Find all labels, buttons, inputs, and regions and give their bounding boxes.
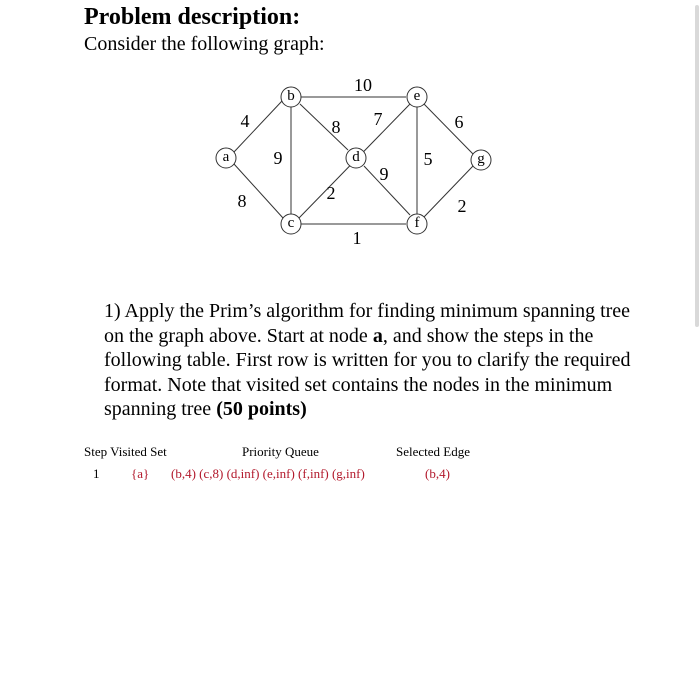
header-step-visited: Step Visited Set: [84, 444, 167, 459]
graph-diagram: [0, 0, 700, 300]
weight-c-f: 1: [352, 228, 362, 248]
weight-b-d: 8: [331, 117, 341, 137]
weight-a-c: 8: [237, 191, 247, 211]
edge-e-g: [424, 104, 473, 154]
scrollbar-thumb[interactable]: [695, 5, 699, 327]
row-queue: (b,4) (c,8) (d,inf) (e,inf) (f,inf) (g,inf): [171, 466, 365, 481]
svg-text:d: d: [352, 149, 360, 165]
node-f: [407, 214, 427, 234]
page-heading: Problem description:: [84, 4, 301, 30]
row-visited: {a}: [131, 466, 150, 481]
svg-text:a: a: [222, 149, 230, 165]
row-step: 1: [93, 466, 100, 481]
svg-text:f: f: [414, 215, 420, 231]
node-d: [346, 148, 366, 168]
weight-c-e: 2: [326, 183, 336, 203]
edge-b-d: [300, 104, 348, 150]
weight-e-g: 6: [454, 112, 464, 132]
svg-text:g: g: [477, 151, 485, 167]
node-g: [471, 150, 491, 170]
svg-text:c: c: [287, 215, 295, 231]
header-priority-queue: Priority Queue: [242, 444, 319, 459]
weight-e-f: 5: [423, 149, 433, 169]
weight-a-b: 4: [240, 111, 250, 131]
weight-b-e: 10: [354, 75, 372, 95]
question-text: 1) Apply the Prim’s algorithm for finding minimum spanning tree on the graph above. Start at node a, and show the steps in the following table. First row is written for you to clarify the required format. Note that visited set contains the nodes in the minimum spanning tree (50 points): [104, 300, 631, 420]
node-b: [281, 87, 301, 107]
node-a: [216, 148, 236, 168]
scrollbar[interactable]: [694, 0, 700, 693]
row-selected-edge: (b,4): [425, 466, 450, 481]
svg-text:e: e: [413, 88, 421, 104]
start-node: a: [372, 324, 383, 347]
points-label: (50 points): [216, 398, 307, 420]
intro-text: Consider the following graph:: [84, 33, 325, 55]
node-c: [281, 214, 301, 234]
weight-f-g: 2: [457, 196, 467, 216]
weight-label-7: 7: [373, 109, 383, 129]
node-e: [407, 87, 427, 107]
weight-b-c: 9: [273, 148, 283, 168]
weight-d-f: 9: [379, 164, 389, 184]
header-selected-edge: Selected Edge: [396, 444, 470, 459]
svg-text:b: b: [287, 88, 295, 104]
